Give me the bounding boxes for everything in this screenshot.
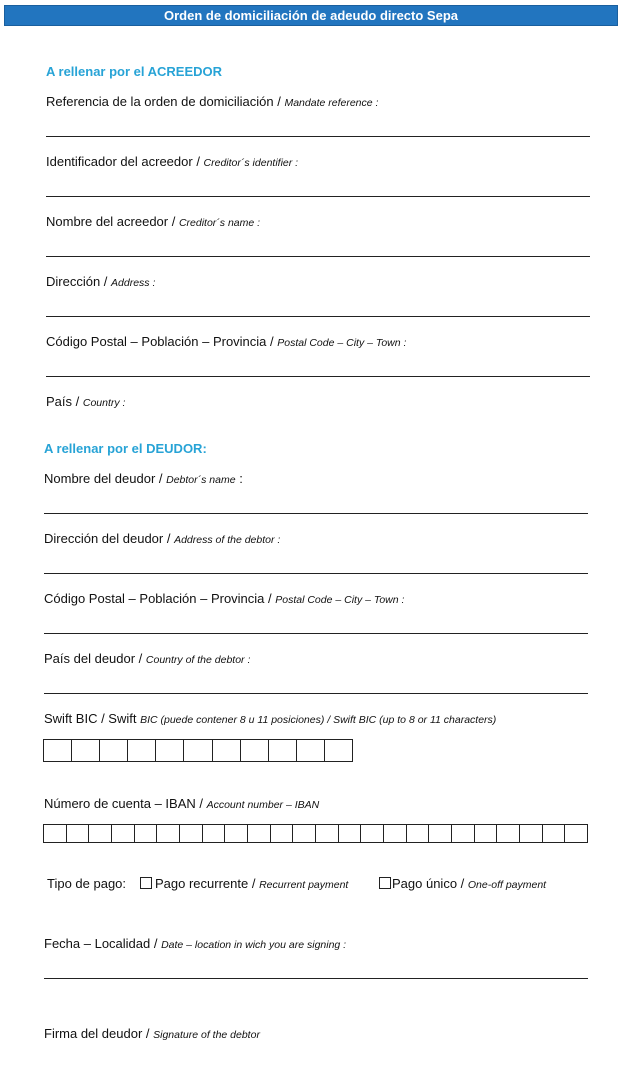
creditor-postal-field[interactable] xyxy=(46,376,590,377)
iban-input[interactable] xyxy=(43,824,588,843)
payment-type-label: Tipo de pago: xyxy=(47,876,127,891)
iban-char-box[interactable] xyxy=(384,825,407,842)
debtor-address-field[interactable] xyxy=(44,573,588,574)
swift-bic-char-box[interactable] xyxy=(184,740,212,761)
debtor-address-label: Dirección del deudor / Address of the debtor : xyxy=(44,531,281,546)
recurrent-payment-checkbox[interactable] xyxy=(140,877,152,889)
debtor-country-field[interactable] xyxy=(44,693,588,694)
debtor-name-field[interactable] xyxy=(44,513,588,514)
swift-bic-char-box[interactable] xyxy=(156,740,184,761)
creditor-address-label: Dirección / Address : xyxy=(46,274,156,289)
swift-bic-char-box[interactable] xyxy=(297,740,325,761)
swift-bic-label: Swift BIC / Swift BIC (puede contener 8 u 11 posiciones) / Swift BIC (up to 8 or 11 characters) xyxy=(44,711,497,726)
debtor-section-heading: A rellenar por el DEUDOR: xyxy=(44,441,207,456)
swift-bic-char-box[interactable] xyxy=(269,740,297,761)
creditor-name-field[interactable] xyxy=(46,256,590,257)
mandate-reference-label: Referencia de la orden de domiciliación / Mandate reference : xyxy=(46,94,379,109)
swift-bic-char-box[interactable] xyxy=(72,740,100,761)
iban-char-box[interactable] xyxy=(180,825,203,842)
iban-char-box[interactable] xyxy=(44,825,67,842)
iban-label: Número de cuenta – IBAN / Account number – IBAN xyxy=(44,796,320,811)
debtor-name-label: Nombre del deudor / Debtor´s name : xyxy=(44,471,243,486)
debtor-country-label: País del deudor / Country of the debtor : xyxy=(44,651,251,666)
form-title: Orden de domiciliación de adeudo directo Sepa xyxy=(4,5,618,26)
iban-char-box[interactable] xyxy=(67,825,90,842)
iban-char-box[interactable] xyxy=(520,825,543,842)
iban-char-box[interactable] xyxy=(429,825,452,842)
creditor-name-label: Nombre del acreedor / Creditor´s name : xyxy=(46,214,261,229)
debtor-postal-label: Código Postal – Población – Provincia / Postal Code – City – Town : xyxy=(44,591,405,606)
creditor-country-label: País / Country : xyxy=(46,394,126,409)
debtor-signature-label: Firma del deudor / Signature of the debtor xyxy=(44,1026,260,1041)
iban-char-box[interactable] xyxy=(203,825,226,842)
creditor-section-heading: A rellenar por el ACREEDOR xyxy=(46,64,223,79)
swift-bic-char-box[interactable] xyxy=(100,740,128,761)
iban-char-box[interactable] xyxy=(316,825,339,842)
swift-bic-char-box[interactable] xyxy=(325,740,352,761)
iban-char-box[interactable] xyxy=(339,825,362,842)
swift-bic-char-box[interactable] xyxy=(241,740,269,761)
recurrent-payment-option[interactable]: Pago recurrente / Recurrent payment xyxy=(140,876,348,891)
iban-char-box[interactable] xyxy=(475,825,498,842)
swift-bic-char-box[interactable] xyxy=(44,740,72,761)
mandate-reference-field[interactable] xyxy=(46,136,590,137)
oneoff-payment-option[interactable]: Pago único / One-off payment xyxy=(379,876,546,891)
creditor-identifier-label: Identificador del acreedor / Creditor´s identifier : xyxy=(46,154,299,169)
swift-bic-input[interactable] xyxy=(43,739,353,762)
date-location-field[interactable] xyxy=(44,978,588,979)
swift-bic-char-box[interactable] xyxy=(128,740,156,761)
oneoff-payment-checkbox[interactable] xyxy=(379,877,391,889)
iban-char-box[interactable] xyxy=(112,825,135,842)
creditor-postal-label: Código Postal – Población – Provincia / Postal Code – City – Town : xyxy=(46,334,407,349)
iban-char-box[interactable] xyxy=(361,825,384,842)
creditor-identifier-field[interactable] xyxy=(46,196,590,197)
debtor-postal-field[interactable] xyxy=(44,633,588,634)
iban-char-box[interactable] xyxy=(225,825,248,842)
iban-char-box[interactable] xyxy=(293,825,316,842)
iban-char-box[interactable] xyxy=(89,825,112,842)
iban-char-box[interactable] xyxy=(407,825,430,842)
date-location-label: Fecha – Localidad / Date – location in wich you are signing : xyxy=(44,936,347,951)
iban-char-box[interactable] xyxy=(543,825,566,842)
iban-char-box[interactable] xyxy=(248,825,271,842)
iban-char-box[interactable] xyxy=(452,825,475,842)
iban-char-box[interactable] xyxy=(497,825,520,842)
iban-char-box[interactable] xyxy=(157,825,180,842)
iban-char-box[interactable] xyxy=(565,825,587,842)
creditor-address-field[interactable] xyxy=(46,316,590,317)
iban-char-box[interactable] xyxy=(271,825,294,842)
iban-char-box[interactable] xyxy=(135,825,158,842)
swift-bic-char-box[interactable] xyxy=(213,740,241,761)
